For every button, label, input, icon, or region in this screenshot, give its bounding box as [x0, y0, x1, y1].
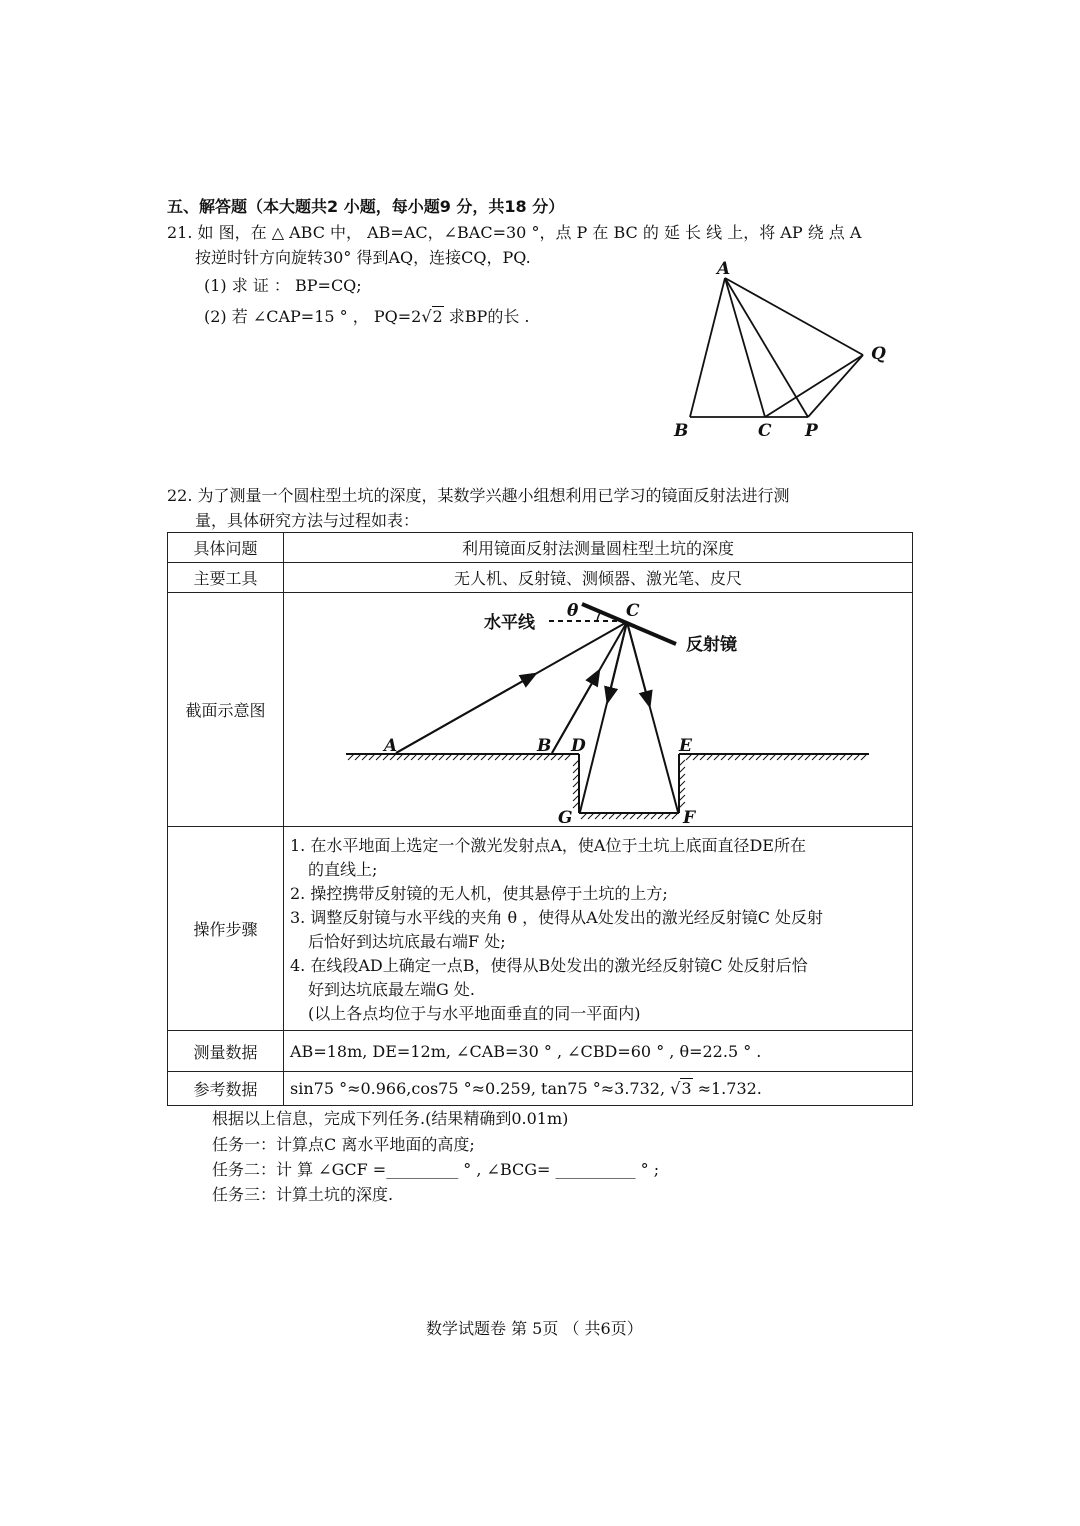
row-label-problem: 具体问题: [168, 533, 284, 563]
row-label-reference: 参考数据: [168, 1072, 284, 1106]
label-d: D: [571, 735, 586, 756]
row-label-steps: 操作步骤: [168, 827, 284, 1031]
q22-after-text: 根据以上信息，完成下列任务.(结果精确到0.01m): [212, 1109, 569, 1128]
row-value-measurements: AB=18m, DE=12m, ∠CAB=30 ° , ∠CBD=60 ° , θ=22.5 ° .: [284, 1031, 913, 1072]
q22-task1: 任务一：计算点C 离水平地面的高度;: [212, 1135, 475, 1154]
label-b: B: [674, 421, 689, 441]
q21-part2-prefix: (2) 若 ∠CAP=15 ° ， PQ=2: [204, 307, 422, 326]
row-label-measurements: 测量数据: [168, 1031, 284, 1072]
label-mirror: 反射镜: [686, 634, 737, 655]
page-footer: 数学试题卷 第 5页 （ 共6页）: [426, 1319, 643, 1338]
label-c: C: [758, 421, 772, 441]
segment-aq: [725, 278, 863, 355]
hatching: [348, 754, 867, 819]
step-line: (以上各点均位于与水平地面垂直的同一平面内): [308, 1003, 641, 1023]
segment-ac: [725, 278, 765, 417]
step-line: 的直线上;: [308, 859, 378, 879]
q21-line2: 按逆时针方向旋转30° 得到AQ，连接CQ，PQ.: [195, 248, 531, 267]
q21-part1: (1) 求 证 ： BP=CQ;: [204, 276, 362, 295]
reference-prefix: sin75 °≈0.966,cos75 °≈0.259, tan75 °≈3.732,: [290, 1079, 671, 1098]
label-f: F: [683, 807, 696, 826]
label-a: A: [384, 735, 398, 756]
sqrt-symbol: √2: [421, 307, 443, 326]
q21-radicand: 2: [432, 307, 443, 326]
q21-part2-suffix: 求BP的长 .: [443, 307, 530, 326]
step-line: 后恰好到达坑底最右端F 处;: [308, 931, 506, 951]
label-a: A: [717, 259, 731, 279]
reference-radicand: 3: [681, 1079, 692, 1098]
ray-c-f-arrow: [627, 622, 648, 700]
label-b: B: [537, 735, 552, 756]
q21-part2: [204, 304, 530, 327]
table-row: [168, 533, 913, 563]
table-row: [168, 593, 913, 827]
q21-triangle-figure: [660, 255, 900, 445]
q22-task3: 任务三：计算土坑的深度.: [212, 1185, 394, 1204]
step-line: 3. 调整反射镜与水平线的夹角 θ ，使得从A处发出的激光经反射镜C 处反射: [290, 907, 824, 927]
q21-line1: 21. 如 图，在 △ ABC 中， AB=AC，∠BAC=30 °，点 P 在 BC 的 延 长 线 上，将 AP 绕 点 A: [167, 223, 862, 242]
section-title: 五、解答题（本大题共2 小题，每小题9 分，共18 分）: [167, 197, 565, 216]
reference-suffix: ≈1.732.: [692, 1079, 762, 1098]
row-value-diagram: [284, 593, 913, 827]
label-g: G: [558, 807, 573, 826]
segment-ap: [725, 278, 808, 417]
table-row: [168, 1072, 913, 1106]
label-horizontal-line: 水平线: [484, 612, 535, 633]
cross-section-diagram: [284, 594, 912, 826]
row-value-reference: [284, 1072, 913, 1106]
row-value-problem: 利用镜面反射法测量圆柱型土坑的深度: [284, 533, 913, 563]
segment-pq: [808, 355, 863, 417]
row-value-steps: [284, 827, 913, 1031]
step-line: 好到达坑底最左端G 处.: [308, 979, 475, 999]
ray-c-g-arrow: [609, 622, 627, 696]
table-row: [168, 827, 913, 1031]
label-e: E: [679, 735, 692, 756]
segment-ab: [690, 278, 725, 417]
step-line: 1. 在水平地面上选定一个激光发射点A，使A位于土坑上底面直径DE所在: [290, 835, 806, 855]
row-label-diagram: 截面示意图: [168, 593, 284, 827]
label-c: C: [626, 600, 640, 621]
q22-line2: 量，具体研究方法与过程如表：: [195, 511, 420, 530]
q22-line1: 22. 为了测量一个圆柱型土坑的深度，某数学兴趣小组想利用已学习的镜面反射法进行测: [167, 486, 790, 505]
label-theta: θ: [567, 600, 579, 621]
label-q: Q: [871, 344, 886, 364]
q22-task2: 任务二：计 算 ∠GCF =_________ ° , ∠BCG= __________ ° ;: [212, 1160, 660, 1179]
table-row: [168, 563, 913, 593]
label-p: P: [805, 421, 818, 441]
step-line: 4. 在线段AD上确定一点B，使得从B处发出的激光经反射镜C 处反射后恰: [290, 955, 808, 975]
row-value-tools: 无人机、反射镜、测倾器、激光笔、皮尺: [284, 563, 913, 593]
experiment-table: [167, 532, 913, 1106]
ground: [346, 754, 869, 813]
table-row: [168, 1031, 913, 1072]
ray-a-c-arrow: [396, 677, 530, 753]
segment-cq: [765, 355, 863, 417]
row-label-tools: 主要工具: [168, 563, 284, 593]
step-line: 2. 操控携带反射镜的无人机，使其悬停于土坑的上方;: [290, 883, 668, 903]
sqrt-symbol: √3: [670, 1079, 692, 1098]
